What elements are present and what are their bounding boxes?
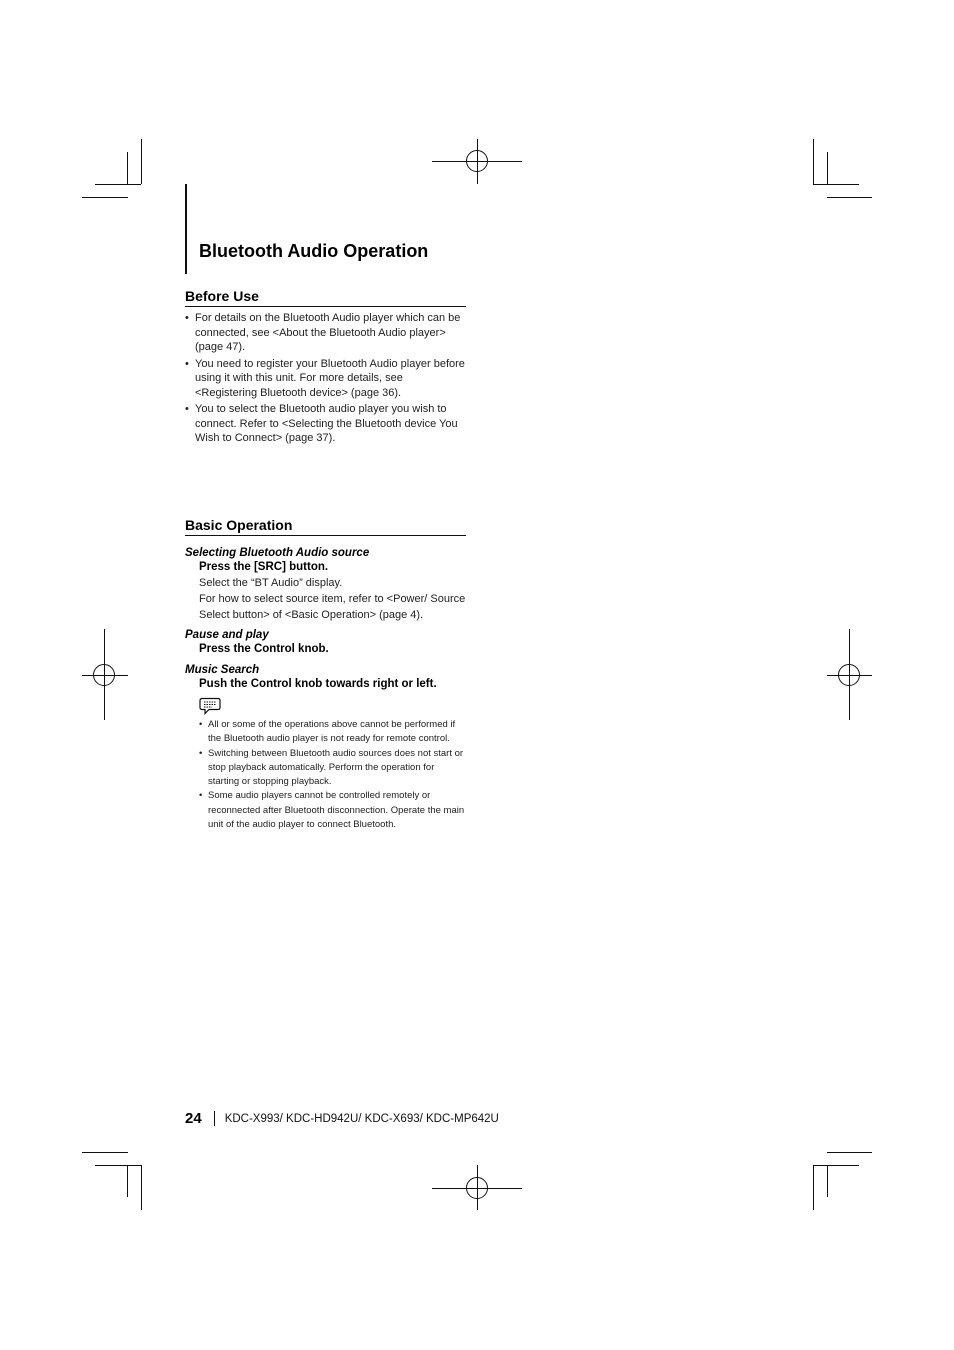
crop-mark <box>127 1165 128 1197</box>
model-numbers: KDC-X993/ KDC-HD942U/ KDC-X693/ KDC-MP642U <box>224 1112 499 1125</box>
crop-mark <box>813 1165 814 1210</box>
operation-search <box>185 664 466 692</box>
page-number: 24 <box>185 1110 202 1127</box>
crop-mark <box>141 139 142 184</box>
operation-description: Select the “BT Audio” display. <box>199 577 343 589</box>
list-item: • You to select the Bluetooth audio player you wish to connect. Refer to <Selecting the Bluetooth device You Wish to Connect> (page 37). <box>185 402 466 446</box>
before-use-section <box>185 288 466 448</box>
operation-description: For how to select source item, refer to <Power/ Source Select button> of <Basic Operation> (page 4). <box>199 593 466 621</box>
operation-selecting <box>185 547 466 623</box>
section-heading: Basic Operation <box>185 517 466 536</box>
page-footer <box>185 1110 499 1127</box>
registration-mark <box>466 150 488 172</box>
crop-mark <box>95 1165 141 1166</box>
operation-step: Press the Control knob. <box>199 643 329 655</box>
title-bar <box>185 184 187 274</box>
footer-divider <box>214 1111 215 1126</box>
list-item: • Some audio players cannot be controlled remotely or reconnected after Bluetooth disconnection. Operate the main unit of the audio player to connect Bluetooth. <box>199 789 466 832</box>
registration-mark <box>93 664 115 686</box>
operation-pause <box>185 629 466 657</box>
crop-mark <box>95 184 141 185</box>
list-item: • Switching between Bluetooth audio sources does not start or stop playback automatically. Perform the operation for starting or stopping playback. <box>199 747 466 790</box>
page-title: Bluetooth Audio Operation <box>199 241 429 261</box>
crop-mark <box>82 197 128 198</box>
operation-title: Music Search <box>185 664 260 676</box>
operation-title: Selecting Bluetooth Audio source <box>185 547 370 559</box>
crop-mark <box>813 184 859 185</box>
list-item: • For details on the Bluetooth Audio player which can be connected, see <About the Bluetooth Audio player> (page 47). <box>185 311 466 355</box>
crop-mark <box>827 152 828 184</box>
notes-list <box>185 718 466 832</box>
crop-mark <box>827 197 872 198</box>
crop-mark <box>813 139 814 184</box>
crop-mark <box>127 152 128 184</box>
operation-step: Push the Control knob towards right or left. <box>199 678 437 690</box>
crop-mark <box>827 1152 872 1153</box>
before-use-list <box>185 311 466 446</box>
operation-title: Pause and play <box>185 629 269 641</box>
crop-mark <box>813 1165 859 1166</box>
crop-mark <box>82 1152 128 1153</box>
operation-step: Press the [SRC] button. <box>199 561 329 573</box>
note-icon <box>199 697 221 715</box>
list-item: • You need to register your Bluetooth Audio player before using it with this unit. For more details, see <Registering Bluetooth device> (page 36). <box>185 357 466 401</box>
registration-mark <box>466 1177 488 1199</box>
crop-mark <box>827 1165 828 1197</box>
list-item: • All or some of the operations above cannot be performed if the Bluetooth audio player is not ready for remote control. <box>199 718 466 747</box>
registration-mark <box>838 664 860 686</box>
crop-mark <box>141 1165 142 1210</box>
basic-operation-section <box>185 517 466 832</box>
section-heading: Before Use <box>185 288 466 307</box>
